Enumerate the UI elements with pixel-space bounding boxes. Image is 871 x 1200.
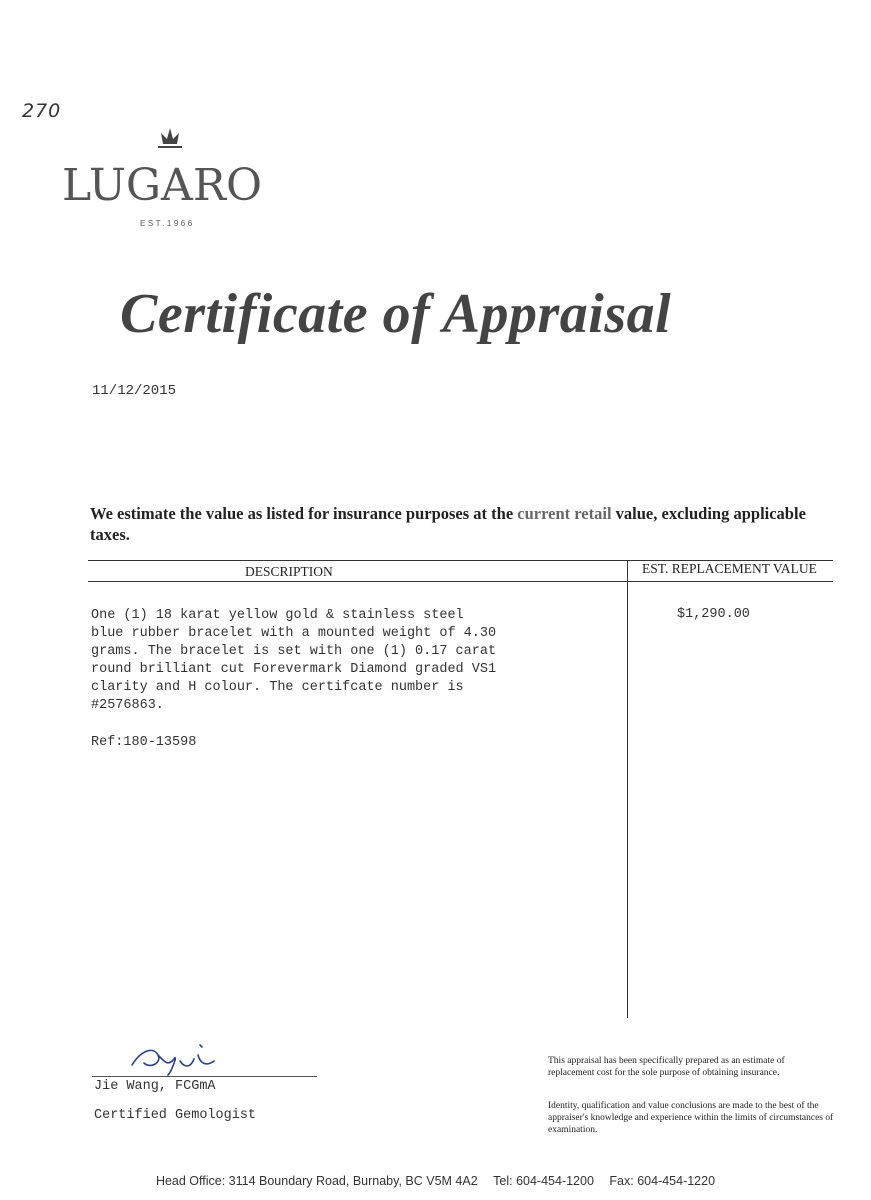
column-header-description: DESCRIPTION — [245, 564, 333, 579]
footer-contact — [0, 1174, 871, 1188]
intro-end: value, excluding applicable taxes. — [90, 504, 806, 544]
brand-established: EST.1966 — [140, 219, 195, 228]
appraiser-name: Jie Wang, FCGmA — [94, 1079, 216, 1094]
brand-logo: LUGARO — [62, 160, 263, 211]
description-line: One (1) 18 karat yellow gold & stainless steel — [91, 608, 464, 623]
description-line: round brilliant cut Forevermark Diamond graded VS1 — [91, 662, 497, 677]
item-description — [91, 607, 601, 715]
certificate-date: 11/12/2015 — [92, 383, 177, 399]
table-header-rule — [88, 581, 833, 582]
intro-start: We estimate the value as listed for insurance purposes at the — [90, 504, 518, 523]
disclaimer-limits: Identity, qualification and value conclusions are made to the best of the appraiser's knowledge and experience within the limits of circumstances of examination. — [548, 1101, 834, 1135]
footer-tel: Tel: 604-454-1200 — [493, 1174, 594, 1188]
intro-mid: current retail — [517, 504, 612, 523]
table-column-divider — [627, 560, 628, 1018]
intro-statement — [90, 503, 840, 545]
description-line: grams. The bracelet is set with one (1) 0.17 carat — [91, 644, 497, 659]
description-line: #2576863. — [91, 698, 164, 713]
item-reference: Ref:180-13598 — [91, 735, 197, 750]
disclaimer-purpose: This appraisal has been specifically prepared as an estimate of replacement cost for the sole purpose of obtaining insurance. — [548, 1056, 785, 1078]
footer-fax: Fax: 604-454-1220 — [609, 1174, 716, 1188]
footer-address: Head Office: 3114 Boundary Road, Burnaby, BC V5M 4A2 — [155, 1174, 478, 1188]
page-title: Certificate of Appraisal — [120, 283, 672, 345]
description-line: blue rubber bracelet with a mounted weight of 4.30 — [91, 626, 497, 641]
replacement-value: $1,290.00 — [677, 607, 750, 622]
crown-logo-icon — [152, 126, 188, 152]
description-line: clarity and H colour. The certifcate number is — [91, 680, 464, 695]
column-header-value: EST. REPLACEMENT VALUE — [642, 561, 817, 576]
appraiser-title: Certified Gemologist — [94, 1108, 257, 1123]
handwritten-note: 270 — [22, 100, 62, 122]
signature-rule — [92, 1076, 317, 1077]
signature-mark — [128, 1037, 218, 1077]
